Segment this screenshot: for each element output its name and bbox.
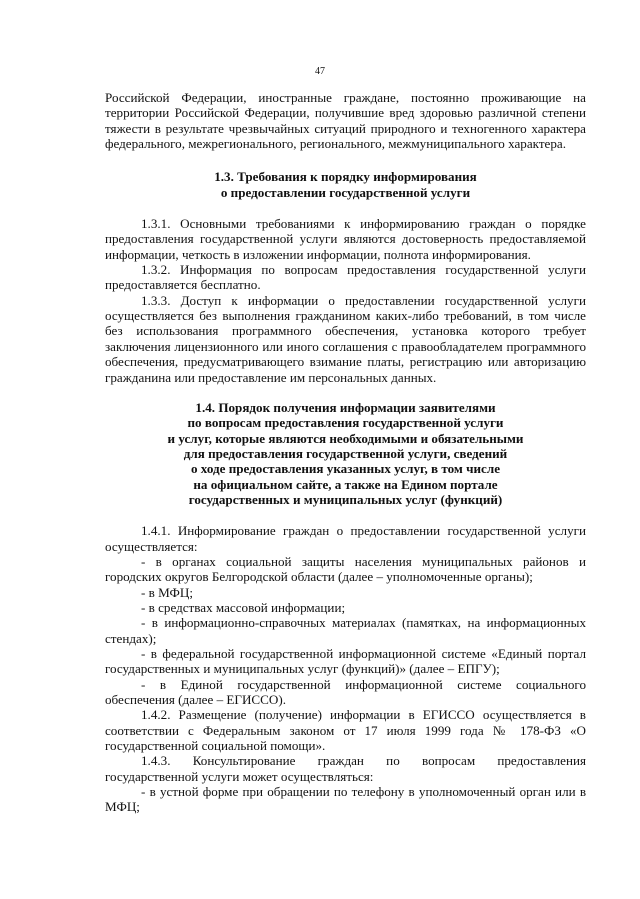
list-item: - в информационно-справочных материалах (памятках, на информационных стендах);: [105, 615, 586, 646]
section-1-4-heading-line: и услуг, которые являются необходимыми и обязательными: [167, 430, 524, 446]
section-1-3-heading: [105, 169, 586, 200]
list-item: - в федеральной государственной информационной системе «Единый портал государственных и муниципальных услуг (функций)» (далее – ЕПГУ);: [105, 646, 586, 677]
list-item: - в средствах массовой информации;: [141, 599, 346, 615]
section-1-4-heading-line: на официальном сайте, а также на Едином портале: [193, 476, 498, 492]
document-body: [105, 90, 586, 815]
list-item: - в устной форме при обращении по телефону в уполномоченный орган или в МФЦ;: [105, 784, 586, 815]
paragraph-1-4-3: 1.4.3. Консультирование граждан по вопросам предоставления государственной услуги может осуществляться:: [105, 753, 586, 784]
intro-paragraph: Российской Федерации, иностранные граждане, постоянно проживающие на территории Российской Федерации, получившие вред здоровью различной степени тяжести в результате чрезвычайных ситуаций природного и техногенного характера федерального, межрегионального, регионального, межмуниципального характера.: [105, 90, 586, 152]
section-1-4-heading-line: 1.4. Порядок получения информации заявителями: [195, 399, 496, 415]
section-1-3-heading-line: о предоставлении государственной услуги: [220, 184, 471, 200]
list-item: - в МФЦ;: [141, 584, 193, 600]
section-1-4-heading: [105, 400, 586, 507]
paragraph-1-3-3: 1.3.3. Доступ к информации о предоставлении государственной услуги осуществляется без выполнения гражданином каких-либо требований, в том числе без использования программного обеспечения, установка которого требует заключения лицензионного или иного соглашения с правообладателем программного обеспечения, предусматривающего взимание платы, регистрацию или авторизацию гражданина или предоставление им персональных данных.: [105, 292, 586, 385]
list-item: - в Единой государственной информационной системе социального обеспечения (далее – ЕГИССО).: [105, 676, 586, 708]
paragraph-1-4-2: 1.4.2. Размещение (получение) информации в ЕГИССО осуществляется в соответствии с Федеральным законом от 17 июля 1999 года № 178-ФЗ «О государственной социальной помощи».: [105, 707, 586, 754]
paragraph-1-4-1: 1.4.1. Информирование граждан о предоставлении государственной услуги осуществляется:: [105, 523, 586, 554]
paragraph-1-3-1: 1.3.1. Основными требованиями к информированию граждан о порядке предоставления государственной услуги являются достоверность предоставляемой информации, четкость в изложении информации, полнота информирования.: [105, 216, 586, 262]
paragraph-1-3-2: 1.3.2. Информация по вопросам предоставления государственной услуги предоставляется бесплатно.: [105, 262, 586, 293]
section-1-4-heading-line: для предоставления государственной услуги, сведений: [183, 445, 508, 461]
page-number: 47: [315, 66, 325, 77]
list-item: - в органах социальной защиты населения муниципальных районов и городских округов Белгородской области (далее – уполномоченные органы);: [105, 553, 586, 585]
section-1-3-heading-line: 1.3. Требования к порядку информирования: [214, 169, 477, 185]
section-1-4-heading-line: о ходе предоставления указанных услуг, в том числе: [190, 461, 501, 477]
section-1-4-heading-line: государственных и муниципальных услуг (функций): [188, 491, 503, 507]
section-1-4-heading-line: по вопросам предоставления государственной услуги: [187, 415, 504, 431]
